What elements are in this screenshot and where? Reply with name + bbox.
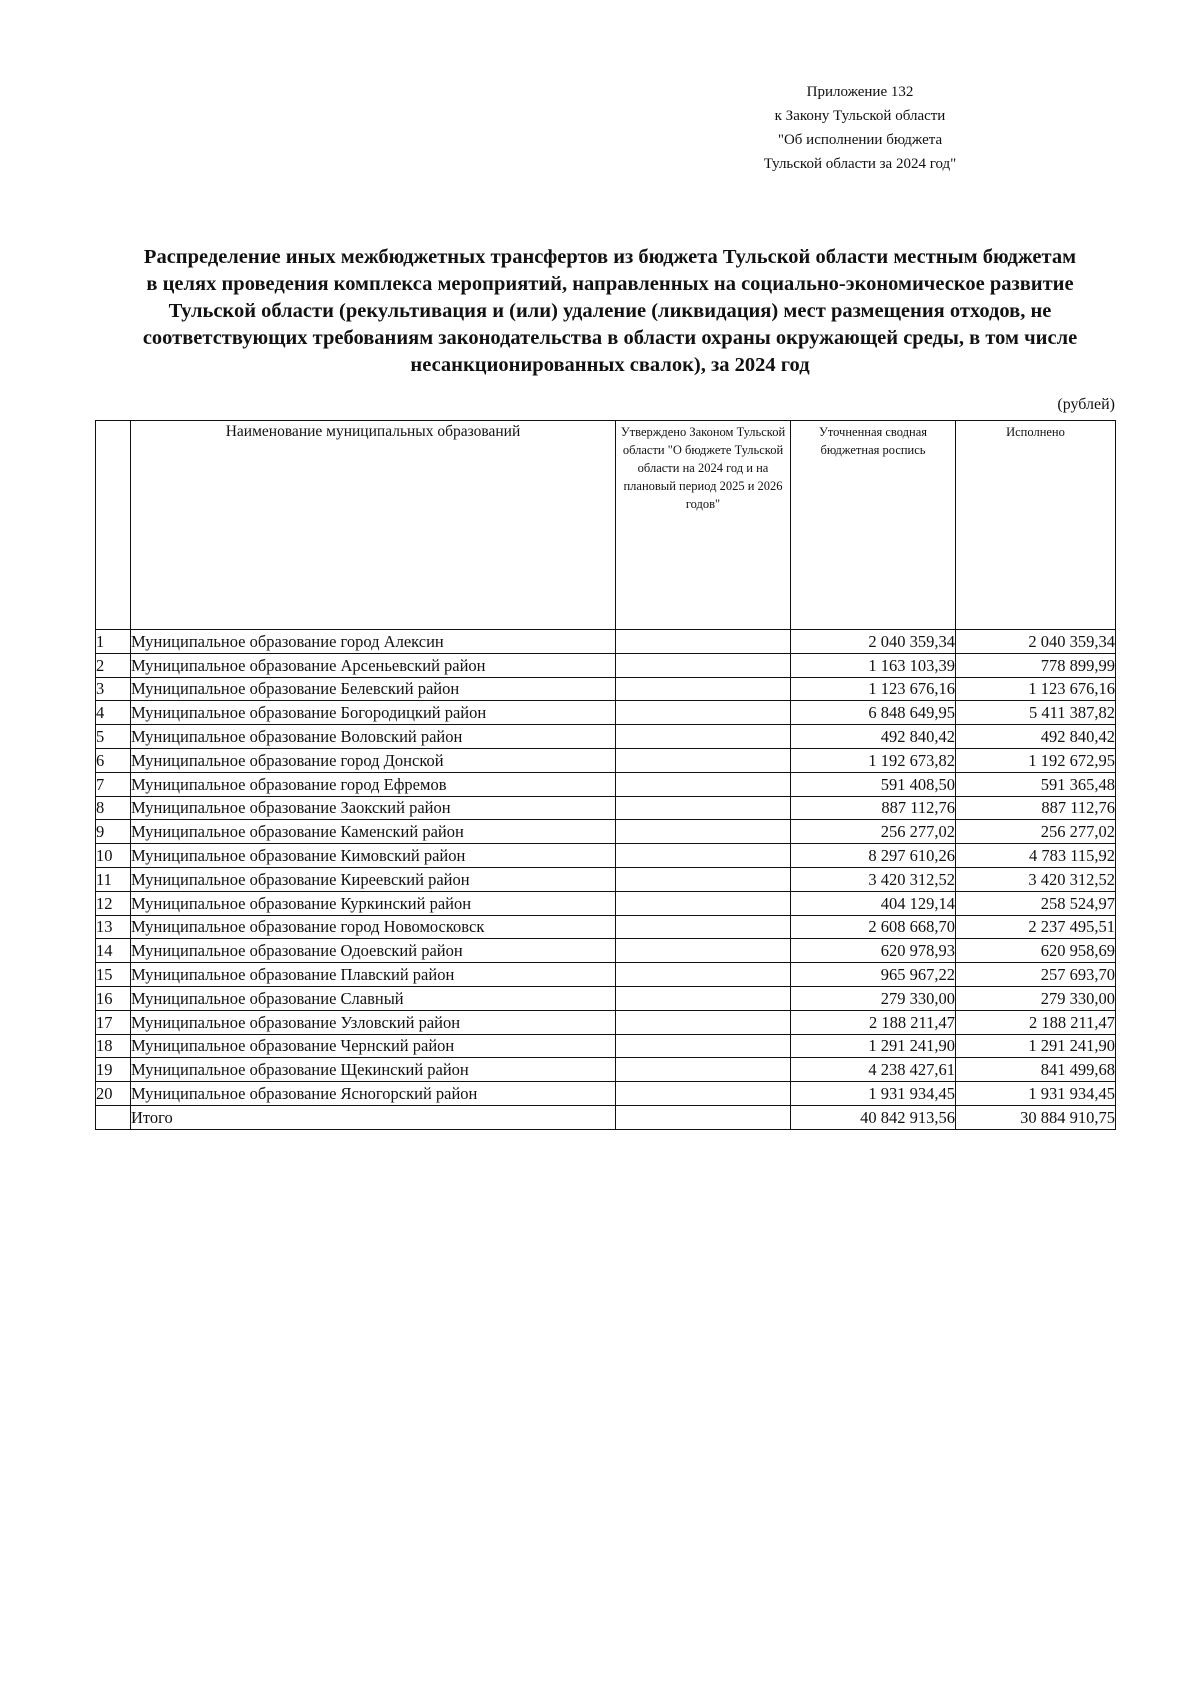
row-refined-amount: 279 330,00 [791,986,956,1010]
row-number: 2 [96,653,131,677]
row-municipality-name: Муниципальное образование город Новомосковск [131,915,616,939]
row-refined-amount: 2 608 668,70 [791,915,956,939]
row-refined-amount: 620 978,93 [791,939,956,963]
row-refined-amount: 2 040 359,34 [791,630,956,654]
row-refined-amount: 8 297 610,26 [791,844,956,868]
row-executed-amount: 4 783 115,92 [956,844,1116,868]
table-row [96,1034,1116,1058]
row-approved-amount [616,1058,791,1082]
row-number: 6 [96,748,131,772]
row-refined-amount: 1 931 934,45 [791,1082,956,1106]
row-municipality-name: Муниципальное образование Каменский район [131,820,616,844]
row-municipality-name: Муниципальное образование Одоевский район [131,939,616,963]
document-title [90,244,1130,379]
row-refined-amount: 256 277,02 [791,820,956,844]
row-executed-amount: 2 237 495,51 [956,915,1116,939]
header-num [96,421,131,630]
row-municipality-name: Муниципальное образование Белевский район [131,677,616,701]
row-number: 20 [96,1082,131,1106]
row-number: 13 [96,915,131,939]
row-executed-amount: 887 112,76 [956,796,1116,820]
row-number: 5 [96,725,131,749]
row-approved-amount [616,963,791,987]
header-refined [791,421,956,630]
row-executed-amount: 492 840,42 [956,725,1116,749]
row-municipality-name: Муниципальное образование город Ефремов [131,772,616,796]
table-body [96,630,1116,1130]
row-approved-amount [616,891,791,915]
row-refined-amount: 2 188 211,47 [791,1010,956,1034]
table-row [96,939,1116,963]
row-number: 9 [96,820,131,844]
table-row [96,867,1116,891]
row-executed-amount: 620 958,69 [956,939,1116,963]
row-approved-amount [616,772,791,796]
row-approved-amount [616,986,791,1010]
header-approved [616,421,791,630]
row-approved-amount [616,748,791,772]
row-refined-amount: 1 163 103,39 [791,653,956,677]
table-total-row [96,1105,1116,1129]
row-approved-amount [616,701,791,725]
row-refined-amount: 1 192 673,82 [791,748,956,772]
row-municipality-name: Муниципальное образование Заокский район [131,796,616,820]
transfers-table [95,420,1116,1130]
row-approved-amount [616,867,791,891]
row-refined-amount: 887 112,76 [791,796,956,820]
row-refined-amount: 4 238 427,61 [791,1058,956,1082]
appendix-line: Тульской области за 2024 год" [763,156,957,172]
row-approved-amount [616,820,791,844]
header-name: Наименование муниципальных образований [131,421,616,630]
row-number: 7 [96,772,131,796]
row-executed-amount: 841 499,68 [956,1058,1116,1082]
row-number: 19 [96,1058,131,1082]
row-executed-amount: 591 365,48 [956,772,1116,796]
row-refined-amount: 1 291 241,90 [791,1034,956,1058]
row-number: 16 [96,986,131,1010]
title-line: несанкционированных свалок), за 2024 год [410,354,810,376]
row-executed-amount: 279 330,00 [956,986,1116,1010]
row-executed-amount: 1 192 672,95 [956,748,1116,772]
row-approved-amount [616,1010,791,1034]
row-executed-amount: 1 931 934,45 [956,1082,1116,1106]
table-row [96,796,1116,820]
row-approved-amount [616,725,791,749]
table-row [96,677,1116,701]
row-municipality-name: Муниципальное образование Арсеньевский район [131,653,616,677]
row-municipality-name: Муниципальное образование Богородицкий район [131,701,616,725]
row-refined-amount: 3 420 312,52 [791,867,956,891]
row-approved-amount [616,653,791,677]
row-municipality-name: Муниципальное образование Куркинский район [131,891,616,915]
header-executed-text: Исполнено [1006,425,1065,439]
row-executed-amount: 3 420 312,52 [956,867,1116,891]
row-municipality-name: Муниципальное образование Славный [131,986,616,1010]
table-row [96,772,1116,796]
row-number: 17 [96,1010,131,1034]
table-row [96,915,1116,939]
row-refined-amount: 492 840,42 [791,725,956,749]
row-number: 10 [96,844,131,868]
row-number: 3 [96,677,131,701]
row-municipality-name: Итого [131,1105,616,1129]
row-municipality-name: Муниципальное образование Воловский район [131,725,616,749]
table-row [96,630,1116,654]
row-number: 11 [96,867,131,891]
row-refined-amount: 404 129,14 [791,891,956,915]
header-approved-text: Утверждено Законом Тульской области "О бюджете Тульской области на 2024 год и на плановый период 2025 и 2026 годов" [620,425,786,511]
row-executed-amount: 30 884 910,75 [956,1105,1116,1129]
row-approved-amount [616,1105,791,1129]
row-number: 12 [96,891,131,915]
table-row [96,820,1116,844]
unit-label: (рублей) [1057,396,1115,413]
header-refined-text: Уточненная сводная бюджетная роспись [818,425,927,457]
row-approved-amount [616,844,791,868]
row-municipality-name: Муниципальное образование Чернский район [131,1034,616,1058]
row-number: 14 [96,939,131,963]
row-executed-amount: 1 291 241,90 [956,1034,1116,1058]
row-refined-amount: 6 848 649,95 [791,701,956,725]
row-approved-amount [616,939,791,963]
title-line: соответствующих требованиям законодательства в области охраны окружающей среды, в том числе [142,327,1078,349]
row-number: 4 [96,701,131,725]
title-line: Распределение иных межбюджетных трансфертов из бюджета Тульской области местным бюджетам [143,246,1077,268]
table-row [96,1082,1116,1106]
title-line: в целях проведения комплекса мероприятий, направленных на социально-экономическое развитие [146,273,1074,295]
row-approved-amount [616,915,791,939]
appendix-line: Приложение 132 [806,84,914,100]
row-executed-amount: 2 188 211,47 [956,1010,1116,1034]
appendix-line: "Об исполнении бюджета [777,132,943,148]
table-row [96,701,1116,725]
row-municipality-name: Муниципальное образование Узловский район [131,1010,616,1034]
row-refined-amount: 965 967,22 [791,963,956,987]
row-municipality-name: Муниципальное образование Кимовский район [131,844,616,868]
row-executed-amount: 2 040 359,34 [956,630,1116,654]
row-number: 1 [96,630,131,654]
row-refined-amount: 40 842 913,56 [791,1105,956,1129]
table-row [96,748,1116,772]
table-row [96,963,1116,987]
row-number: 15 [96,963,131,987]
row-municipality-name: Муниципальное образование Плавский район [131,963,616,987]
table-row [96,653,1116,677]
row-approved-amount [616,677,791,701]
row-number [96,1105,131,1129]
row-number: 18 [96,1034,131,1058]
row-number: 8 [96,796,131,820]
row-executed-amount: 258 524,97 [956,891,1116,915]
row-approved-amount [616,630,791,654]
appendix-line: к Закону Тульской области [774,108,946,124]
row-refined-amount: 1 123 676,16 [791,677,956,701]
row-approved-amount [616,1034,791,1058]
header-executed [956,421,1116,630]
row-executed-amount: 5 411 387,82 [956,701,1116,725]
row-executed-amount: 778 899,99 [956,653,1116,677]
row-executed-amount: 1 123 676,16 [956,677,1116,701]
row-executed-amount: 257 693,70 [956,963,1116,987]
table-row [96,725,1116,749]
row-municipality-name: Муниципальное образование Щекинский район [131,1058,616,1082]
row-executed-amount: 256 277,02 [956,820,1116,844]
table-row [96,1058,1116,1082]
table-row [96,844,1116,868]
appendix-caption [700,80,1020,176]
table-row [96,891,1116,915]
title-line: Тульской области (рекультивация и (или) удаление (ликвидация) мест размещения отходов, не [168,300,1052,322]
row-approved-amount [616,1082,791,1106]
table-row [96,1010,1116,1034]
table-header-row [96,421,1116,630]
row-approved-amount [616,796,791,820]
row-refined-amount: 591 408,50 [791,772,956,796]
row-municipality-name: Муниципальное образование Киреевский район [131,867,616,891]
table-row [96,986,1116,1010]
row-municipality-name: Муниципальное образование город Алексин [131,630,616,654]
row-municipality-name: Муниципальное образование город Донской [131,748,616,772]
row-municipality-name: Муниципальное образование Ясногорский район [131,1082,616,1106]
